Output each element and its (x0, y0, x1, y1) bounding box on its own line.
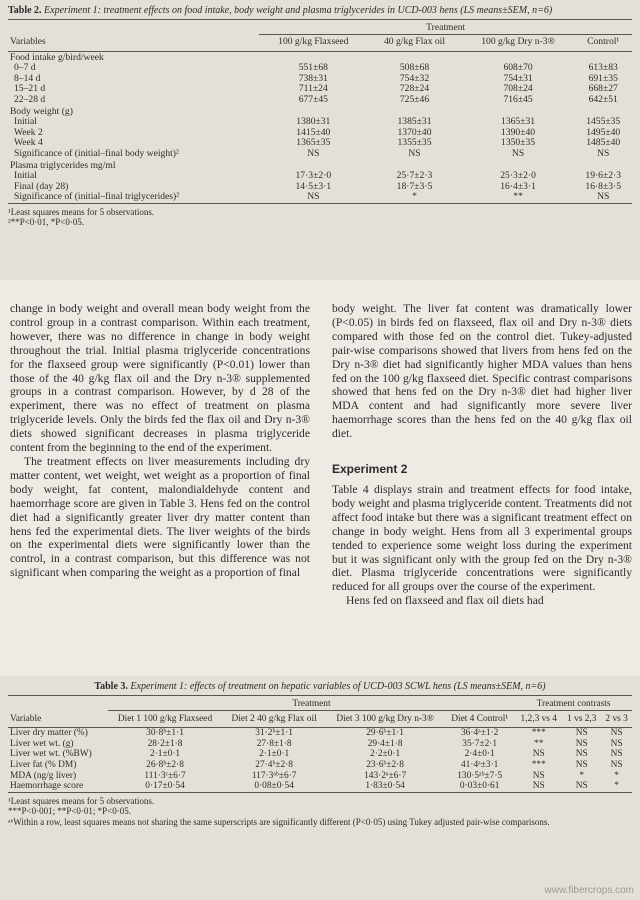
table-2 (0, 0, 640, 280)
body-text (10, 302, 630, 672)
paragraph: The treatment effects on liver measurements including dry matter content, wet weight, wet weight as a proportion of final body weight, fat content, malondialdehyde content and haemorrhage score are given in Table 3. Hens fed on the control diet had a significantly greater liver dry matter content than hens fed the experimental diets. The liver weights of the birds on the experimental diets were significantly lower than the control, in a contrast comparison, but this difference was not significant when comparing the weight as a proportion of final (10, 454, 310, 580)
table-2-col-header: 40 g/kg Flax oil (383, 36, 446, 48)
table-2-row-label: Initial (14, 170, 37, 182)
table-3-contrast-cell: NS (610, 738, 623, 749)
table-2-caption (8, 5, 632, 16)
table-2-col-header: 100 g/kg Dry n-3® (481, 36, 555, 48)
table-2-cell: 25·3±2·0 (500, 170, 536, 182)
table-2-cell: NS (408, 148, 421, 160)
table-2-cell: 18·7±3·5 (396, 180, 433, 192)
table-3-contrast-cell: * (614, 781, 619, 792)
table-3-cell: 2·1±0·1 (259, 749, 290, 760)
table-2-cell: 1380±31 (296, 116, 331, 128)
table-2-cell: 1485±40 (586, 137, 621, 149)
table-2-section-title: Plasma triglycerides mg/ml (10, 159, 116, 171)
table-2-grid (8, 19, 632, 204)
table-2-cell: 642±51 (588, 94, 618, 106)
table-2-cell: 16·8±3·5 (585, 180, 622, 192)
table-2-cell: 551±68 (298, 62, 328, 74)
table-3-contrast-col: 2 vs 3 (605, 713, 628, 724)
table-3-contrast-cell: NS (575, 759, 588, 770)
paragraph: Table 4 displays strain and treatment effects for food intake, body weight and plasma triglyceride content. Treatments did not affect food intake but there was a significant treatment effect on change in body weight. Hens from all 3 experimental groups tended to experience some weight loss during the experiment but it was significant only with the group fed on the Dry n-3® diet. Plasma triglyceride concentrations were significantly reduced for all groups over the course of the experiment. (332, 482, 632, 594)
table-2-row-label: Final (day 28) (14, 180, 69, 192)
table-3-contrast-cell: NS (610, 759, 623, 770)
table-3-contrast-cell: NS (575, 728, 588, 739)
table-row (8, 728, 632, 739)
table-2-cell: 691±35 (588, 72, 618, 84)
table-2-row-label: Week 2 (14, 126, 43, 138)
table-2-cell: 508±68 (399, 62, 430, 74)
table-3-footnote: ¹Least squares means for 5 observations. (8, 795, 155, 806)
table-2-cell: ** (513, 191, 523, 203)
table-3-cell: 2·1±0·1 (149, 749, 181, 760)
table-2-cell: 738±31 (298, 72, 328, 84)
table-3-cell: 117·3ᵃᵇ±6·7 (251, 770, 297, 781)
table-3-contrast-cell: * (579, 770, 585, 781)
table-3-footnote: ***P<0·001; **P<0·01; *P<0·05. (8, 806, 131, 817)
table-3-footnote: ᵃᵇWithin a row, least squares means not sharing the same superscripts are significantly different (P<0·05) using Tukey adjusted pair-wise comparisons. (8, 816, 550, 827)
table-2-cell: 613±83 (588, 62, 618, 74)
table-3-contrast-cell: NS (532, 770, 545, 781)
table-2-group-header: Treatment (259, 20, 632, 35)
table-3 (0, 676, 640, 900)
table-3-cell: 28·2±1·8 (147, 738, 183, 749)
table-3-contrast-cell: NS (532, 749, 545, 760)
table-2-cell: 1370±40 (397, 126, 432, 138)
table-2-row-label: Significance of (initial–final body weight)² (14, 148, 179, 160)
table-2-footnote: ²**P<0·01, *P<0·05. (8, 217, 85, 228)
table-2-cell: 1455±35 (586, 116, 621, 128)
table-2-cell: 1415±40 (296, 126, 331, 138)
table-2-cell: NS (307, 148, 320, 160)
table-2-cell: 19·6±2·3 (585, 170, 622, 182)
table-3-row-label: Liver wet wt. (%BW) (10, 749, 92, 760)
table-row (8, 192, 632, 203)
left-column (10, 302, 310, 580)
table-2-row-label: Week 4 (14, 137, 43, 149)
table-2-cell: 1365±35 (296, 137, 331, 149)
table-2-cell: 708±24 (503, 83, 533, 95)
table-3-cell: 26·8ᵇ±2·8 (146, 759, 184, 770)
table-2-row-label: 22–28 d (14, 94, 46, 106)
table-2-cell: NS (511, 148, 525, 160)
paragraph: Hens fed on flaxseed and flax oil diets had (346, 594, 544, 608)
table-3-caption (8, 681, 632, 692)
table-3-cell: 35·7±2·1 (462, 738, 498, 749)
table-row (8, 95, 632, 106)
table-2-cell: 16·4±3·1 (500, 180, 536, 192)
table-2-cell: 1385±31 (397, 116, 432, 128)
table-row (8, 760, 632, 771)
table-3-label: Table 3. (94, 681, 128, 692)
table-2-cell: 728±24 (399, 83, 430, 95)
table-3-cell: 0·17±0·54 (145, 781, 185, 792)
table-3-contrast-header: Treatment contrasts (515, 696, 632, 711)
table-3-contrast-col: 1,2,3 vs 4 (520, 713, 557, 724)
table-2-label: Table 2. (8, 5, 42, 16)
table-3-cell: 0·03±0·61 (459, 781, 500, 792)
table-3-cell: 2·4±0·1 (464, 749, 495, 760)
table-2-section-title: Body weight (g) (10, 105, 73, 117)
table-2-cell: 1365±31 (501, 116, 536, 128)
table-2-section-title: Food intake g/bird/week (10, 51, 104, 63)
table-row (8, 739, 632, 750)
table-2-col-variables: Variables (10, 36, 46, 48)
table-3-col-header: Diet 1 100 g/kg Flaxseed (117, 713, 213, 724)
table-3-cell: 130·5ᵃᵇ±7·5 (457, 770, 503, 781)
table-2-row-label: 15–21 d (14, 83, 46, 95)
table-2-cell: 711±24 (298, 83, 328, 95)
table-2-cell: 677±45 (298, 94, 328, 106)
table-2-cell: 1355±35 (397, 137, 432, 149)
table-3-contrast-col: 1 vs 2,3 (567, 713, 597, 724)
table-3-cell: 1·83±0·54 (365, 781, 405, 792)
right-column (332, 302, 632, 608)
table-2-cell: 754±31 (503, 72, 533, 84)
table-3-cell: 31·2ᵇ±1·1 (255, 728, 293, 739)
table-2-cell: 14·5±3·1 (295, 180, 332, 192)
table-3-contrast-cell: * (614, 770, 619, 781)
table-3-contrast-cell: NS (610, 749, 623, 760)
table-3-cell: 27·4ᵇ±2·8 (255, 759, 293, 770)
table-3-cell: 36·4ᵃ±1·2 (460, 728, 499, 739)
watermark: www.fibercrops.com (544, 885, 634, 896)
table-2-cell: NS (597, 148, 610, 160)
table-3-contrast-cell: NS (575, 781, 588, 792)
paragraph: change in body weight and overall mean body weight from the control group in a contrast comparison. Within each treatment, however, there was no difference in change in body weight throughout the trial. Initial plasma triglyceride concentrations for the flaxseed group were significantly (P<0.01) lower than those of the 40 g/kg flax oil and the Dry n-3® supplemented groups in a contrast comparison. However, by d 28 of the experiment, there was no effect of treatment on plasma triglyceride levels. Only the birds fed the flax oil and Dry n-3® diets showed significant decreases in plasma triglyceride content from the beginning to the end of the experiment. (10, 302, 310, 455)
table-row (8, 771, 632, 782)
table-3-row-label: MDA (ng/g liver) (10, 770, 77, 781)
table-3-cell: 111·3ᶜ±6·7 (144, 770, 186, 781)
table-3-col-header: Diet 3 100 g/kg Dry n-3® (336, 713, 434, 724)
table-3-contrast-cell: NS (575, 738, 588, 749)
table-2-footnote: ¹Least squares means for 5 observations. (8, 207, 155, 217)
table-2-cell: 25·7±2·3 (396, 170, 433, 182)
table-row (8, 781, 632, 792)
table-3-contrast-cell: NS (610, 728, 623, 739)
table-3-row-label: Liver dry matter (%) (10, 728, 88, 739)
table-2-cell: * (412, 191, 417, 203)
table-row (8, 749, 632, 760)
table-2-row-label: 8–14 d (14, 72, 41, 84)
table-2-row-label: Significance of (initial–final triglycerides)² (14, 191, 180, 203)
table-2-cell: 608±70 (503, 62, 533, 74)
table-3-cell: 29·6ᵇ±1·1 (366, 728, 404, 739)
table-3-contrast-cell: NS (532, 781, 545, 792)
table-3-cell: 2·2±0·1 (370, 749, 401, 760)
table-2-col-header: Control¹ (587, 36, 620, 48)
paragraph: body weight. The liver fat content was dramatically lower (P<0.05) in birds fed on flaxseed, flax oil and Dry n-3® diets compared with those fed on the control diet. Tukey-adjusted pair-wise comparisons showed that livers from hens fed on the Dry n-3® diet had significantly higher MDA values than hens fed on the 100 g/kg flaxseed diet. Specific contrast comparisons showed that hens fed on the Dry n-3® diet had higher liver MDA content and had significantly more severe liver haemorrhage scores than the hens fed on the 40 g/kg flax oil diet. (332, 302, 632, 441)
table-3-row-label: Haemorrhage score (10, 781, 84, 792)
table-3-cell: 41·4ᵃ±3·1 (460, 759, 499, 770)
table-2-col-header: 100 g/kg Flaxseed (278, 36, 349, 48)
table-3-cell: 23·6ᵇ±2·8 (366, 759, 404, 770)
table-3-contrast-cell: NS (575, 749, 588, 760)
section-heading: Experiment 2 (332, 462, 408, 477)
table-3-grid (8, 695, 632, 793)
table-3-row-label: Liver wet wt. (g) (10, 738, 74, 749)
table-3-row-label: Liver fat (% DM) (10, 759, 77, 770)
table-2-cell: 716±45 (503, 94, 533, 106)
table-2-cell: 17·3±2·0 (295, 170, 332, 182)
table-2-cell: NS (597, 191, 610, 203)
table-2-footnotes (8, 207, 632, 228)
table-2-cell: 668±27 (588, 83, 618, 95)
table-3-contrast-cell: *** (531, 728, 546, 739)
table-3-cell: 0·08±0·54 (254, 781, 294, 792)
table-3-cell: 30·8ᵇ±1·1 (146, 728, 184, 739)
table-3-col-header: Diet 4 Control¹ (451, 713, 509, 724)
table-3-cell: 29·4±1·8 (367, 738, 403, 749)
table-2-cell: NS (307, 191, 320, 203)
table-row (8, 149, 632, 160)
table-2-cell: 1390±40 (501, 126, 536, 138)
table-3-contrast-cell: ** (534, 738, 544, 749)
table-2-cell: 754±32 (399, 72, 430, 84)
table-3-group-header: Treatment (108, 696, 515, 711)
table-2-caption-text: Experiment 1: treatment effects on food intake, body weight and plasma triglycerides in UCD-003 hens (LS means±SEM, n=6) (44, 5, 553, 16)
table-2-cell: 725±46 (399, 94, 430, 106)
table-2-cell: 1495±40 (586, 126, 621, 138)
table-3-caption-text: Experiment 1: effects of treatment on hepatic variables of UCD-003 SCWL hens (LS means±SEM, n=6) (130, 681, 546, 692)
table-3-col-variable: Variable (10, 713, 42, 724)
table-2-cell: 1350±35 (501, 137, 536, 149)
table-3-contrast-cell: *** (531, 759, 546, 770)
table-3-cell: 27·8±1·8 (256, 738, 292, 749)
table-3-cell: 143·2ᵃ±6·7 (364, 770, 407, 781)
table-3-footnotes (8, 796, 632, 827)
table-2-row-label: Initial (14, 116, 37, 128)
table-3-col-header: Diet 2 40 g/kg Flax oil (231, 713, 317, 724)
table-2-row-label: 0–7 d (14, 62, 36, 74)
